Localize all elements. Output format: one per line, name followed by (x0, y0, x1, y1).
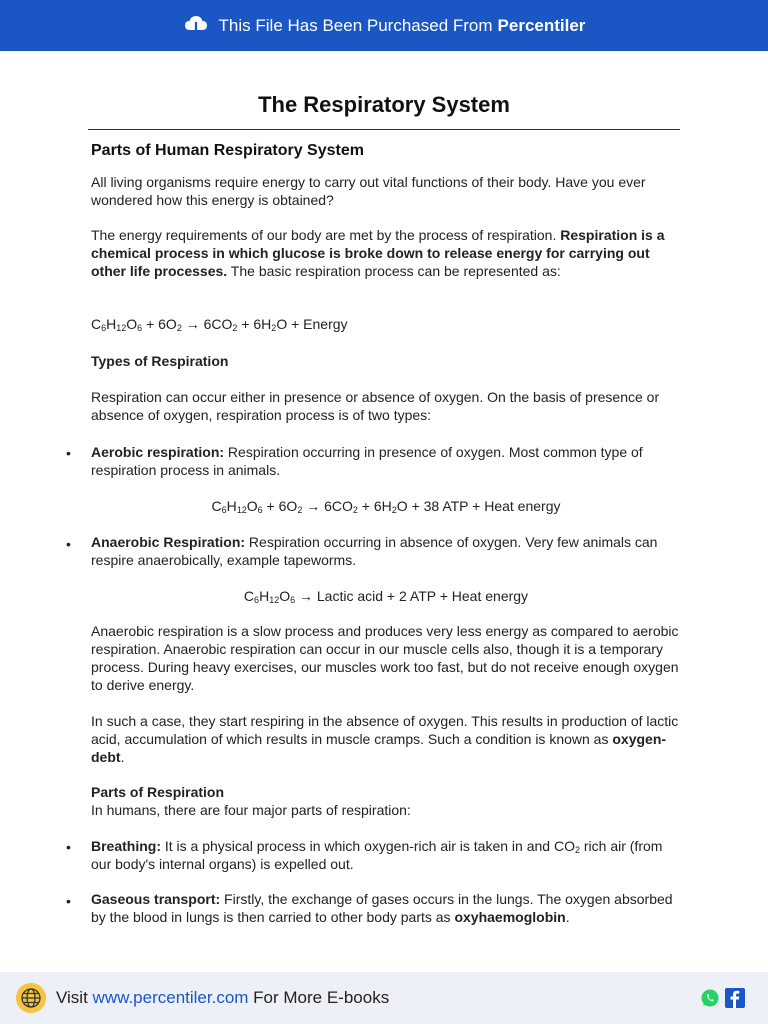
equation-anaerobic: $C_6H_{12}O_6$ → Lactic acid + 2 ATP + Heat energy (243, 588, 529, 605)
aerobic-item: Aerobic respiration: Respiration occurring in presence of oxygen. Most common type of respiration process in animals. (91, 444, 643, 478)
anaerobic-paragraph-2: In such a case, they start respiring in the absence of oxygen. This results in production of lactic acid, accumulation of which results in muscle cramps. Such a condition is known as oxygen-debt. (91, 713, 679, 765)
footer-bar (0, 972, 768, 1024)
footer-text: Visit www.percentiler.com For More E-books (56, 988, 390, 1007)
purchase-banner (0, 0, 768, 51)
download-cloud-icon (183, 13, 209, 39)
anaerobic-item: Anaerobic Respiration: Respiration occurring in absence of oxygen. Very few animals can respire anaerobically, example tapeworms. (91, 534, 658, 568)
anaerobic-paragraph-1: Anaerobic respiration is a slow process and produces very less energy as compared to aerobic respiration. Anaerobic respiration can occur in our muscle cells also, though it is a temporary process. During heavy exercises, our muscles work too fast, but do not receive enough oxygen to derive energy. (91, 623, 679, 693)
page-title: The Respiratory System (258, 92, 510, 117)
bullet-aerobic: • (66, 445, 71, 461)
heading-types-of-respiration: Types of Respiration (91, 353, 229, 369)
globe-icon (16, 983, 46, 1013)
title-divider (88, 129, 680, 130)
gaseous-transport-item: Gaseous transport: Firstly, the exchange of gases occurs in the lungs. The oxygen absorbed by the blood in lungs is then carried to other body parts as oxyhaemoglobin. (91, 891, 673, 925)
breathing-item: Breathing: It is a physical process in which oxygen-rich air is taken in and $CO_2$ rich air (from our body's internal organs) is expelled out. (91, 838, 663, 872)
bullet-breathing: • (66, 839, 71, 855)
parts-intro: In humans, there are four major parts of respiration: (91, 802, 411, 818)
intro-paragraph: All living organisms require energy to carry out vital functions of their body. Have you ever wondered how this energy is obtained? (91, 174, 646, 208)
banner-text: This File Has Been Purchased From (218, 15, 493, 35)
bullet-anaerobic: • (66, 536, 71, 552)
bullet-gaseous: • (66, 893, 71, 909)
whatsapp-icon[interactable] (700, 988, 720, 1008)
equation-aerobic: $C_6H_{12}O_6 + 6O_2 \to 6CO_2 + 6H_2O + 38$ ATP + Heat energy (211, 498, 561, 515)
banner-brand: Percentiler (497, 15, 586, 35)
energy-paragraph: The energy requirements of our body are met by the process of respiration. Respiration is a chemical process in which glucose is broke down to release energy for carrying out other life processes. The basic respiration process can be represented as: (91, 227, 665, 279)
facebook-icon[interactable] (725, 988, 745, 1008)
footer-link[interactable]: www.percentiler.com (92, 988, 249, 1007)
types-intro-paragraph: Respiration can occur either in presence or absence of oxygen. On the basis of presence or absence of oxygen, respiration process is of two types: (91, 389, 660, 423)
heading-parts-of-respiration: Parts of Respiration (91, 784, 225, 800)
section-heading-parts-of-human-respiratory-system: Parts of Human Respiratory System (91, 142, 364, 159)
equation-basic: $C_6H_{12}O_6 + 6O_2 \to 6CO_2 + 6H_2O$ + Energy (91, 316, 348, 333)
